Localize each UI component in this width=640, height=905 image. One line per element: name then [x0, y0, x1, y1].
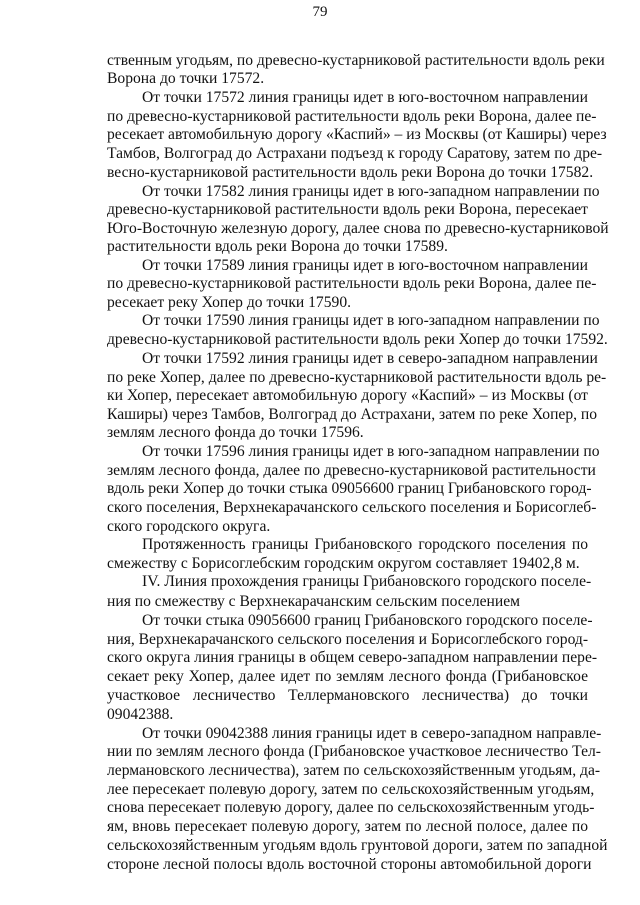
paragraph-first-line: IV. Линия прохождения границы Грибановского городского поселе-: [142, 573, 592, 590]
paragraph-first-line: От точки 17596 линия границы идет в юго-западном направлении по: [142, 443, 600, 460]
page-number: 79: [312, 4, 328, 20]
text-line: по древесно-кустарниковой растительности вдоль реки Ворона, далее пе-: [107, 275, 597, 292]
text-line: землям лесного фонда, далее по древесно-кустарниковой растительности: [107, 462, 596, 479]
text-line: 09042388.: [107, 706, 174, 723]
paragraph-first-line: От точки 17590 линия границы идет в юго-западном направлении по: [142, 312, 600, 329]
text-line: снова пересекает полевую дорогу, далее по сельскохозяйственным угодь-: [107, 799, 595, 816]
text-line: Ворона до точки 17572.: [107, 70, 265, 87]
text-line: весно-кустарниковой растительности вдоль реки Ворона до точки 17582.: [107, 164, 594, 181]
text-line: нии по землям лесного фонда (Грибановское участковое лесничество Тел-: [107, 743, 601, 760]
text-line: ния, Верхнекарачанского сельского поселения и Борисоглебского город-: [107, 631, 589, 648]
text-line: по реке Хопер, далее по древесно-кустарниковой растительности вдоль ре-: [107, 369, 607, 386]
text-line: ям, вновь пересекает полевую дорогу, затем по лесной полосе, далее по: [107, 818, 588, 835]
paragraph-first-line: От точки 17589 линия границы идет в юго-восточном направлении: [142, 257, 588, 274]
text-line: растительности вдоль реки Ворона до точки 17589.: [107, 238, 448, 255]
paragraph-first-line: От точки 17582 линия границы идет в юго-западном направлении по: [142, 183, 600, 200]
text-line: ского поселения, Верхнекарачанского сельского поселения и Борисоглеб-: [107, 499, 597, 516]
paragraph-first-line: От точки 17592 линия границы идет в северо-западном направлении: [142, 350, 598, 367]
text-line: ресекает реку Хопер до точки 17590.: [107, 294, 352, 311]
text-line: ского округа линия границы в общем северо-западном направлении пере-: [107, 649, 598, 666]
text-line: по древесно-кустарниковой растительности вдоль реки Ворона, далее пе-: [107, 108, 597, 125]
text-line: секает реку Хопер, далее идет по землям лесного фонда (Грибановское: [107, 668, 588, 685]
text-line: сельскохозяйственным угодьям вдоль грунтовой дороги, затем по западной: [107, 837, 608, 854]
text-line: древесно-кустарниковой растительности вдоль реки Ворона, пересекает: [107, 201, 588, 218]
text-line: ресекает автомобильную дорогу «Каспий» – из Москвы (от Каширы) через: [107, 126, 607, 143]
text-line: землям лесного фонда до точки 17596.: [107, 424, 364, 441]
text-line: лермановского лесничества), затем по сельскохозяйственным угодьям, да-: [107, 762, 601, 779]
text-line: участковое лесничество Теллермановского лесничества) до точки: [107, 687, 588, 704]
paragraph-first-line: От точки 09042388 линия границы идет в северо-западном направле-: [142, 725, 602, 742]
text-line: ки Хопер, пересекает автомобильную дорогу «Каспий» – из Москвы (от: [107, 387, 588, 404]
text-line: ственным угодьям, по древесно-кустарниковой растительности вдоль реки: [107, 52, 605, 69]
text-line: древесно-кустарниковой растительности вдоль реки Хопер до точки 17592.: [107, 331, 608, 348]
text-line: Каширы) через Тамбов, Волгоград до Астрахани, затем по реке Хопер, по: [107, 406, 598, 423]
text-line: смежеству с Борисоглебским городским округом составляет 19402,8 м.: [107, 555, 580, 572]
text-line: ния по смежеству с Верхнекарачанским сельским поселением: [107, 593, 521, 610]
text-line: Тамбов, Волгоград до Астрахани подъезд к городу Саратову, затем по дре-: [107, 145, 603, 162]
paragraph-first-line: Протяженность границы Грибановского городского поселения по: [142, 536, 588, 553]
text-line: ского городского округа.: [107, 518, 271, 535]
text-line: лее пересекает полевую дорогу, затем по сельскохозяйственным угодьям,: [107, 781, 595, 798]
paragraph-first-line: От точки 17572 линия границы идет в юго-восточном направлении: [142, 89, 588, 106]
text-line: Юго-Восточную железную дорогу, далее снова по древесно-кустарниковой: [107, 220, 609, 237]
text-line: стороне лесной полосы вдоль восточной стороны автомобильной дороги: [107, 856, 592, 873]
text-line: вдоль реки Хопер до точки стыка 09056600 границ Грибановского город-: [107, 480, 592, 497]
paragraph-first-line: От точки стыка 09056600 границ Грибановского городского поселе-: [142, 612, 593, 629]
